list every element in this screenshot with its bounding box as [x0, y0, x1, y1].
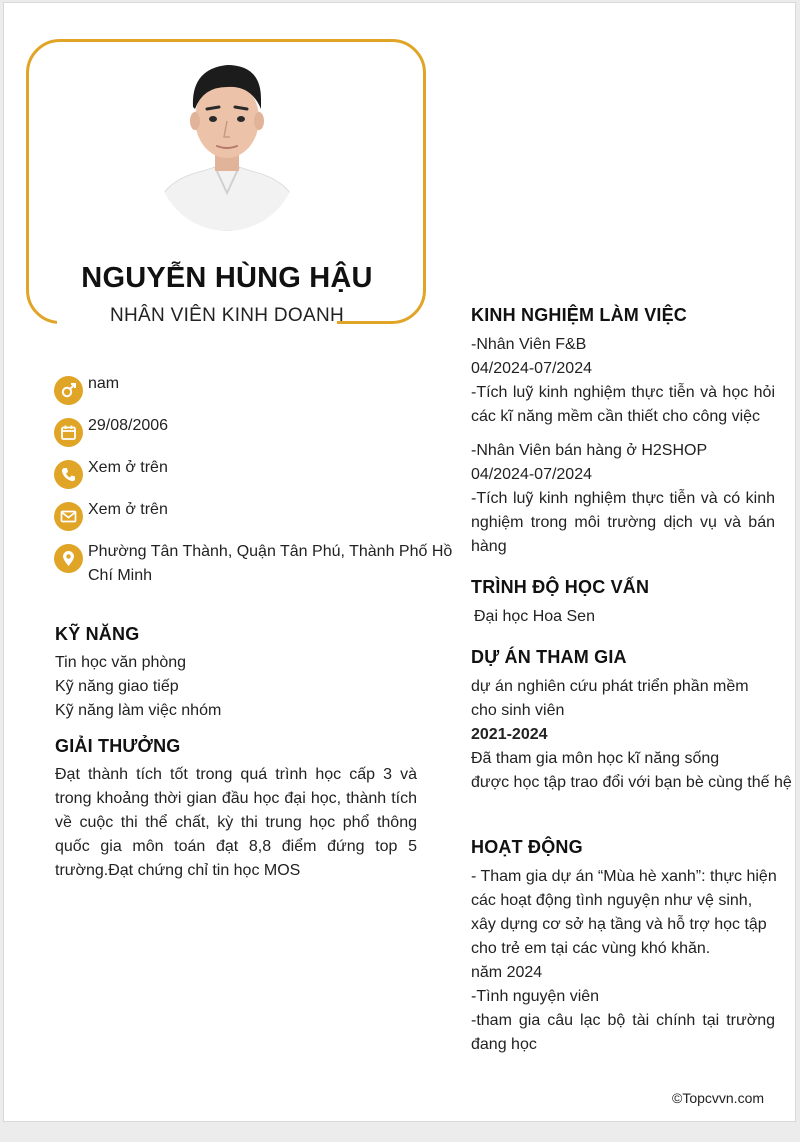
project-period: 2021-2024	[471, 726, 548, 743]
education-school: Đại học Hoa Sen	[474, 608, 595, 625]
job-description: -Tích luỹ kinh nghiệm thực tiễn và học hỏi các kĩ năng mềm cần thiết cho công việc	[471, 384, 775, 425]
email-text: Xem ở trên	[88, 501, 168, 518]
awards-heading: GIẢI THƯỞNG	[55, 736, 181, 756]
skills-list	[55, 651, 221, 723]
copyright-footer: ©Topcvvn.com	[672, 1090, 765, 1106]
contact-birthdate	[54, 419, 444, 447]
profile-photo	[157, 55, 297, 231]
candidate-name: NGUYỄN HÙNG HẬU	[81, 262, 373, 294]
activity-club: -tham gia câu lạc bộ tài chính tại trường đang học	[471, 1012, 775, 1053]
projects-heading: DỰ ÁN THAM GIA	[471, 647, 627, 667]
job-position: -Nhân Viên F&B	[471, 336, 587, 353]
skill-item: Kỹ năng làm việc nhóm	[55, 702, 222, 719]
activities-heading: HOẠT ĐỘNG	[471, 837, 583, 857]
contact-email	[54, 503, 444, 531]
email-icon	[54, 502, 83, 531]
job-period: 04/2024-07/2024	[471, 360, 592, 377]
gender-text: nam	[88, 375, 120, 392]
job-entry	[471, 439, 707, 487]
birthdate-text: 29/08/2006	[88, 417, 169, 434]
phone-icon	[54, 460, 83, 489]
phone-text: Xem ở trên	[88, 459, 168, 476]
location-icon	[54, 544, 83, 573]
calendar-icon	[54, 418, 83, 447]
address-text: Phường Tân Thành, Quận Tân Phú, Thành Phố Hồ Chí Minh	[88, 543, 453, 584]
skill-item: Tin học văn phòng	[55, 654, 187, 671]
job-period: 04/2024-07/2024	[471, 466, 592, 483]
contact-phone	[54, 461, 444, 489]
job-position: -Nhân Viên bán hàng ở H2SHOP	[471, 442, 708, 459]
contact-gender	[54, 377, 444, 405]
activities-list: - Tham gia dự án “Mùa hè xanh”: thực hiện các hoạt động tình nguyện như vệ sinh, xây dựng cơ sở hạ tầng và hỗ trợ học tập cho trẻ em tại các vùng khó khăn. năm 2024 -Tình nguyện viên	[471, 868, 777, 1005]
experience-heading: KINH NGHIỆM LÀM VIỆC	[471, 305, 688, 325]
project-detail: Đã tham gia môn học kĩ năng sống được học tập trao đổi với bạn bè cùng thế hệ	[471, 750, 792, 791]
gender-icon	[54, 376, 83, 405]
candidate-job-title: NHÂN VIÊN KINH DOANH	[109, 305, 345, 326]
job-entry	[471, 333, 592, 381]
education-heading: TRÌNH ĐỘ HỌC VẤN	[471, 577, 650, 597]
skills-heading: KỸ NĂNG	[55, 624, 140, 644]
contact-address	[54, 543, 453, 588]
skill-item: Kỹ năng giao tiếp	[55, 678, 179, 695]
job-description: -Tích luỹ kinh nghiệm thực tiễn và có kinh nghiệm trong môi trường dịch vụ và bán hàng	[471, 490, 775, 555]
awards-text: Đạt thành tích tốt trong quá trình học cấp 3 và trong khoảng thời gian đầu học đại học, thành tích về cuộc thi thể chất, kỳ thi trung học phổ thông quốc gia môn toán đạt 8,8 điểm đứng top 5 trường.Đạt chứng chỉ tin học MOS	[55, 766, 417, 879]
project-name: dự án nghiên cứu phát triển phần mềm cho sinh viên	[471, 678, 749, 719]
